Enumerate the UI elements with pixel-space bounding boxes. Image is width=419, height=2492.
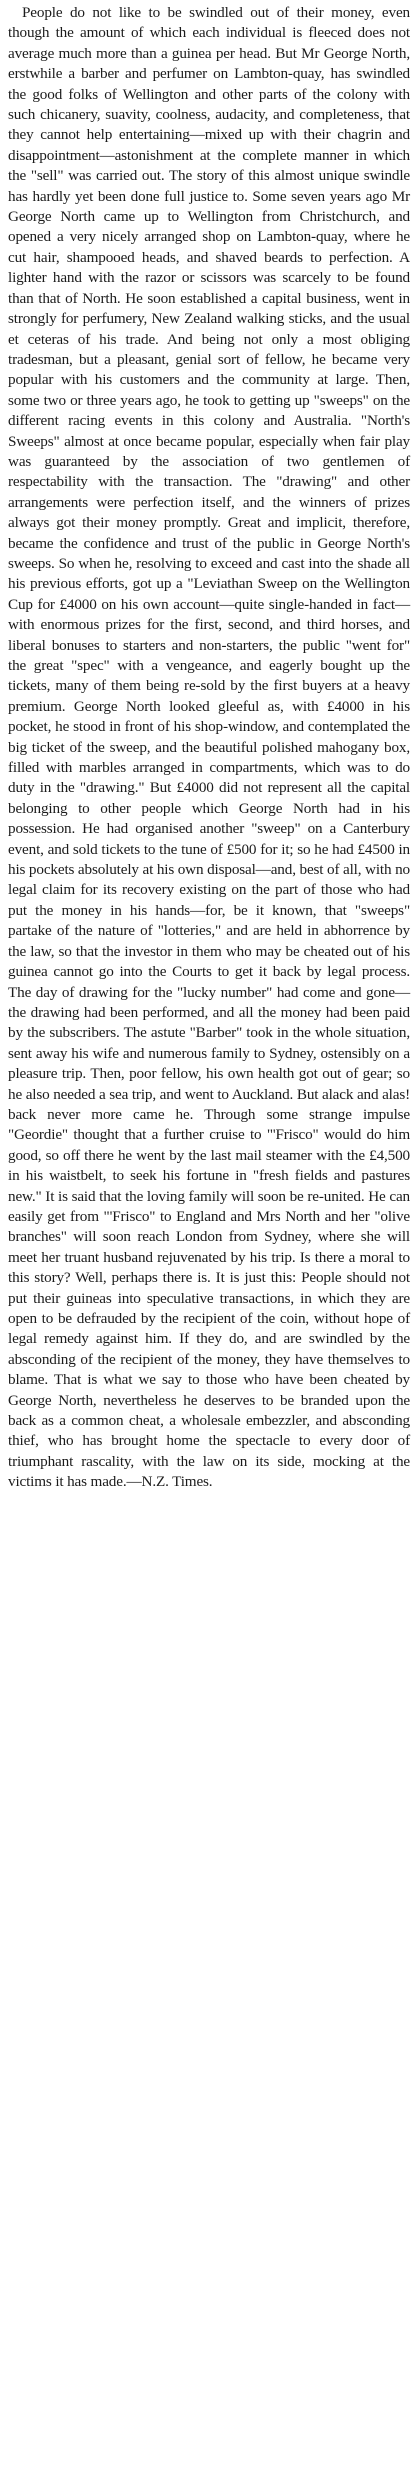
article-body: People do not like to be swindled out of their money, even though the amount of which each individual is fleeced does not average much more than a guinea per head. But Mr George North, erstwhile a barber and perfumer on Lambton-quay, has swindled the good folks of Wellington and other parts of the colony with such chicanery, suavity, coolness, audacity, and completeness, that they cannot help entertaining—mixed up with their chagrin and disappointment—astonishment at the complete manner in which the "sell" was carried out. The story of this almost unique swindle has hardly yet been done full justice to. Some seven years ago Mr George North came up to Wellington from Christchurch, and opened a very nicely arranged shop on Lambton-quay, where he cut hair, shampooed heads, and shaved beards to perfection. A lighter hand with the razor or scissors was scarcely to be found than that of North. He soon established a capital business, went in strongly for perfumery, New Zealand walking sticks, and the usual et ceteras of his trade. And being not only a most obliging tradesman, but a pleasant, genial sort of fellow, he became very popular with his customers and the community at large. Then, some two or three years ago, he took to getting up "sweeps" on the different racing events in this colony and Australia. "North's Sweeps" almost at once became popular, especially when fair play was guaranteed by the association of two gentlemen of respectability with the transaction. The "drawing" and other arrangements were perfection itself, and the winners of prizes always got their money promptly. Great and implicit, therefore, became the confidence and trust of the public in George North's sweeps. So when he, resolving to exceed and cast into the shade all his previous efforts, got up a "Leviathan Sweep on the Wellington Cup for £4000 on his own account—quite single-handed in fact—with enormous prizes for the first, second, and third horses, and liberal bonuses to starters and non-starters, the public "went for" the great "spec" with a vengeance, and eagerly bought up the tickets, many of them being re-sold by the first buyers at a heavy premium. George North looked gleeful as, with £4000 in his pocket, he stood in front of his shop-window, and contemplated the big ticket of the sweep, and the beautiful polished mahogany box, filled with marbles arranged in compartments, which was to do duty in the "drawing." But £4000 did not represent all the capital belonging to other people which George North had in his possession. He had organised another "sweep" on a Canterbury event, and sold tickets to the tune of £500 for it; so he had £4500 in his pockets absolutely at his own disposal—and, best of all, with no legal claim for its recovery existing on the part of those who had put the money in his hands—for, be it known, that "sweeps" partake of the nature of "lotteries," and are held in abhorrence by the law, so that the investor in them who may be cheated out of his guinea cannot go into the Courts to get it back by legal process. The day of drawing for the "lucky number" had come and gone—the drawing had been performed, and all the money had been paid by the subscribers. The astute "Barber" took in the whole situation, sent away his wife and numerous family to Sydney, ostensibly on a pleasure trip. Then, poor fellow, his own health got out of gear; so he also needed a sea trip, and went to Auckland. But alack and alas! back never more came he. Through some strange impulse "Geordie" thought that a further cruise to "'Frisco" would do him good, so off there he went by the last mail steamer with the £4,500 in his waistbelt, to seek his fortune in "fresh fields and pastures new." It is said that the loving family will soon be re-united. He can easily get from "'Frisco" to England and Mrs North and her "olive branches" will soon reach London from Sydney, where she will meet her truant husband rejuvenated by his trip. Is there a moral to this story? Well, perhaps there is. It is just this: People should not put their guineas into speculative transactions, in which they are open to be defrauded by the recipient of the coin, without hope of legal remedy against him. If they do, and are swindled by the absconding of the recipient of the money, they have themselves to blame. That is what we say to those who have been cheated by George North, nevertheless he deserves to be branded upon the back as a common cheat, a wholesale embezzler, and absconding thief, who has brought home the spectacle to every door of triumphant rascality, with the law on its side, mocking at the victims it has made.—N.Z. Times. — [8, 4, 410, 1491]
